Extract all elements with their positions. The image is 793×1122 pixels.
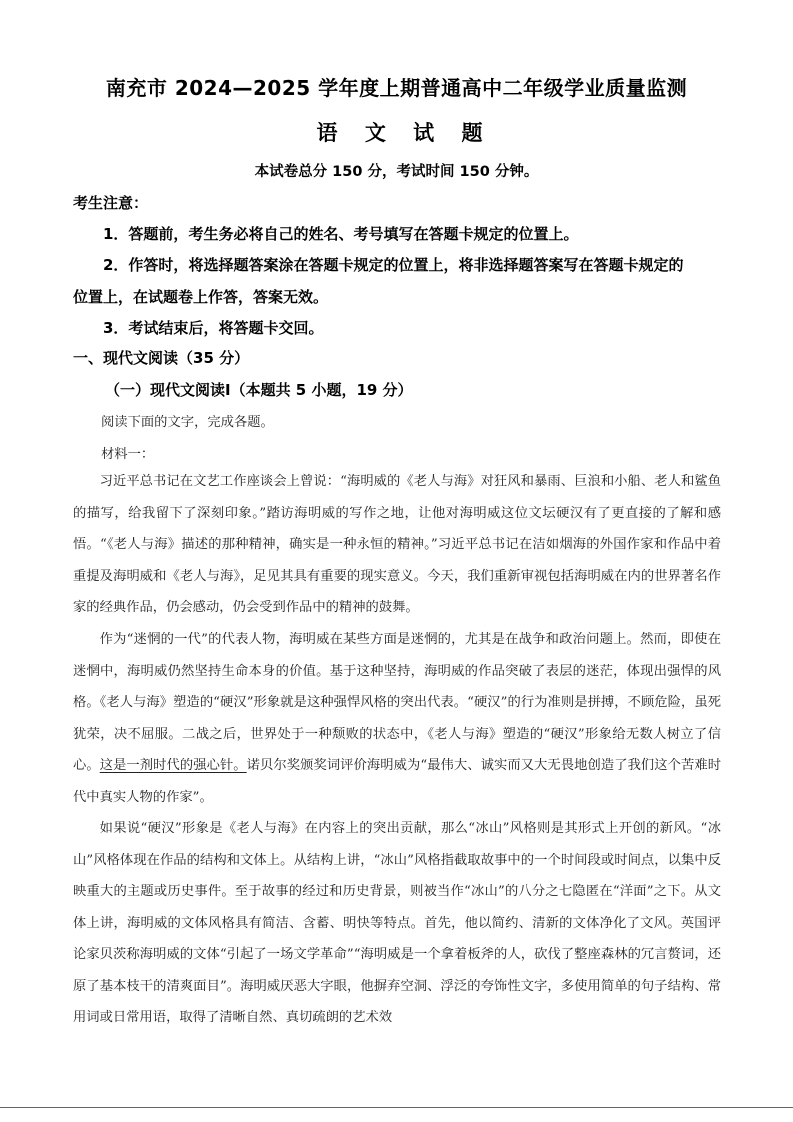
passage-paragraph-1: 习近平总书记在文艺工作座谈会上曾说：“海明威的《老人与海》对狂风和暴雨、巨浪和小船、老人和鲨鱼的描写，给我留下了深刻印象。”踏访海明威的写作之地，让他对海明威这位文坛硬汉有了更直接的了解和感悟。“《老人与海》描述的那种精神，确实是一种永恒的精神。”习近平总书记在洁如烟海的外国作家和作品中着重提及海明威和《老人与海》，足见其具有重要的现实意义。今天，我们重新审视包括海明威在内的世界著名作家的经典作品，仍会感动，仍会受到作品中的精神的鼓舞。 [73, 474, 721, 615]
section-heading: 一、现代文阅读（35 分） [73, 349, 250, 367]
underlined-sentence: 这是一剂时代的强心针。 [99, 758, 247, 773]
paragraph-2-text-b: 诺贝尔奖颁奖词评价海明威为“最伟大、诚实而又大无畏地创造了我们这个苦难时代中真实人物的作家”。 [73, 758, 722, 805]
notice-item-1: 1．答题前，考生务必将自己的姓名、考号填写在答题卡规定的位置上。 [103, 225, 579, 243]
reading-instruction: 阅读下面的文字，完成各题。 [101, 415, 274, 430]
notice-item-3: 3．考试结束后，将答题卡交回。 [103, 319, 324, 337]
section-sub-heading: （一）现代文阅读Ⅰ（本题共 5 小题，19 分） [105, 381, 413, 399]
notice-item-2-line-1: 2．作答时，将选择题答案涂在答题卡规定的位置上，将非选择题答案写在答题卡规定的 [103, 256, 684, 274]
paragraph-2-text-a: 作为“迷惘的一代”的代表人物，海明威在某些方面是迷惘的，尤其是在战争和政治问题上。然而，即使在迷惘中，海明威仍然坚持生命本身的价值。基于这种坚持，海明威的作品突破了表层的迷茫，体现出强悍的风格。《老人与海》塑造的“硬汉”形象就是这种强悍风格的突出代表。“硬汉”的行为准则是拼搏，不顾危险，虽死犹荣，决不屈服。二战之后，世界处于一种颓败的状态中，《老人与海》塑造的“硬汉”形象给无数人树立了信心。 [73, 632, 721, 773]
passage-paragraph-3: 如果说“硬汉”形象是《老人与海》在内容上的突出贡献，那么“冰山”风格则是其形式上开创的新风。“冰山”风格体现在作品的结构和文体上。从结构上讲，“冰山”风格指截取故事中的一个时间段或时间点，以集中反映重大的主题或历史事件。至于故事的经过和历史背景，则被当作“冰山”的八分之七隐匿在“洋面”之下。从文体上讲，海明威的文体风格具有简洁、含蓄、明快等特点。首先，他以简约、清新的文体净化了文风。英国评论家贝茨称海明威的文体“引起了一场文学革命”“海明威是一个拿着板斧的人，砍伐了整座森林的冗言赘词，还原了基本枝干的清爽面目”。海明威厌恶大字眼，他摒弃空洞、浮泛的夸饰性文字，多使用简单的句子结构、常用词或日常用语，取得了清晰自然、真切疏朗的艺术效 [73, 821, 721, 1025]
subject-title: 语 文 试 题 [316, 121, 493, 145]
material-label: 材料一： [101, 447, 155, 462]
page-bottom-rule [0, 1107, 793, 1108]
exam-info: 本试卷总分 150 分，考试时间 150 分钟。 [254, 164, 539, 180]
notice-item-2-line-2: 位置上，在试题卷上作答，答案无效。 [73, 288, 329, 306]
notice-heading: 考生注意： [73, 194, 149, 212]
passage-paragraph-2 [73, 624, 721, 813]
exam-title: 南充市 2024—2025 学年度上期普通高中二年级学业质量监测 [105, 76, 688, 100]
